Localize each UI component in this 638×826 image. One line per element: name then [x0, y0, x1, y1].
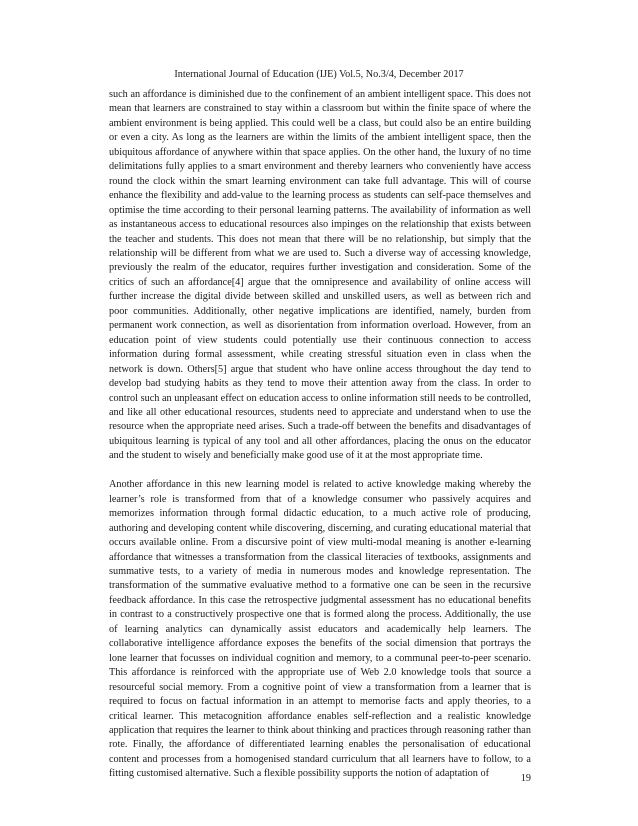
- page-number: 19: [520, 773, 531, 784]
- body-paragraph: such an affordance is diminished due to the confinement of an ambient intelligent space. This does not mean that learners are constrained to stay within a classroom but within the finite space of where the ambient environment is being applied. This could well be a class, but could also be an entire building or even a city. As long as the learners are within the limits of the ambient intelligent space, then the ubiquitous affordance of anywhere within that space applies. On the other hand, the luxury of no time delimitations fully applies to a smart environment and thereby learners who conveniently have access round the clock within the smart learning environment can take full advantage. This will of course enhance the flexibility and add-value to the learning process as students can self-pace themselves and optimise the time according to their personal learning patterns. The availability of information as well as instantaneous access to educational resources also impinges on the relationship that exists between the teacher and students. This does not mean that there will be no relationship, but simply that the relationship will be different from what we are used to. Such a diverse way of accessing knowledge, previously the realm of the educator, requires further investigation and consideration. Some of the critics of such an affordance[4] argue that the omnipresence and availability of online access will further increase the digital divide between skilled and unskilled users, as well as between rich and poor communities. Additionally, other negative implications are identified, namely, burden from permanent work connection, as well as disorientation from information overload. However, from an education point of view students could potentially use their continuous connection to access information during formal assessment, while creating stressful situation even in class when the network is down. Others[5] argue that student who have online access throughout the day tend to develop bad studying habits as they tend to move their attention away from the class. In order to control such an unpleasant effect on education access to online information still needs to be controlled, and like all other educational resources, students need to appreciate and understand when to use the resource when the appropriate need arises. Such a trade-off between the benefits and disadvantages of ubiquitous learning is typical of any tool and all other affordances, placing the onus on the educator and the student to wisely and beneficially make good use of it at the most appropriate time.: [109, 89, 531, 462]
- running-header: International Journal of Education (IJE) Vol.5, No.3/4, December 2017: [174, 69, 464, 80]
- article-body: [109, 88, 531, 782]
- body-paragraph: Another affordance in this new learning model is related to active knowledge making whereby the learner’s role is transformed from that of a knowledge consumer who passively acquires and memorizes information through formal didactic education, to a much active role of producing, authoring and developing content while discovering, discerning, and curating educational material that occurs available online. From a discursive point of view multi-modal meaning is another e-learning affordance that witnesses a transformation from the classical literacies of textbooks, assignments and summative tests, to a variety of media in numerous modes and knowledge representation. The transformation of the summative evaluative method to a formative one can be seen in the recursive feedback affordance. In this case the retrospective judgmental assessment has no educational benefits in contrast to a constructively prospective one that is formed along the process. Additionally, the use of learning analytics can dynamically assist educators and academically help learners. The collaborative intelligence affordance exposes the benefits of the social dimension that portrays the lone learner that focusses on individual cognition and memory, to a communal peer-to-peer scenario. This affordance is reinforced with the appropriate use of Web 2.0 knowledge tools that source a resourceful social memory. From a cognitive point of view a transformation from a learner that is required to focus on factual information in an attempt to memorise facts and apply theories, to a critical learner. This metacognition affordance enables self-reflection and a realistic knowledge application that requires the learner to think about thinking and practices through reasoning rather than rote. Finally, the affordance of differentiated learning enables the personalisation of educational content and processes from a homogenised standard curriculum that all learners have to follow, to a fitting customised alternative. Such a flexible possibility supports the notion of adaptation of: [109, 479, 531, 780]
